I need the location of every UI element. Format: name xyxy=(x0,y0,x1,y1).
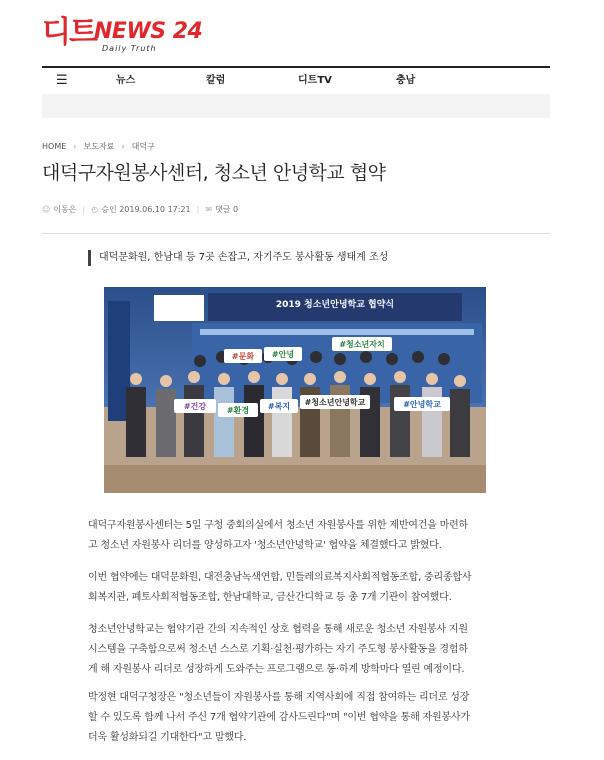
sub-nav-bar xyxy=(42,94,550,118)
sign-youth-school: #청소년안녕학교 xyxy=(304,398,366,407)
chevron-right-icon: › xyxy=(121,142,125,151)
comment-count[interactable]: 댓글 0 xyxy=(215,205,239,214)
nav-item-news[interactable]: 뉴스 xyxy=(116,75,136,86)
breadcrumb-home[interactable]: HOME xyxy=(42,142,67,151)
sign-environment: #환경 xyxy=(226,406,250,415)
approved-time: 승인 2019.06.10 17:21 xyxy=(101,205,191,214)
sign-culture: #문화 xyxy=(231,352,255,361)
main-nav xyxy=(42,66,550,95)
article-paragraph-4: 박정현 대덕구청장은 "청소년들이 자원봉사를 통해 지역사회에 직접 참여하는 리더로 성장 할 수 있도록 함께 나서 주신 7개 협약기관에 감사드린다"며 "이번 협약을 통해 자원봉사가 더욱 활성화되길 기대한다"고 말했다. xyxy=(88,692,470,743)
article-photo xyxy=(104,287,486,493)
article-paragraph-1: 대덕구자원봉사센터는 5일 구청 중회의실에서 청소년 자원봉사를 위한 제반여건을 마련하 고 청소년 자원봉사 리더를 양성하고자 '청소년안녕학교' 협약을 체결했다고 밝혔다. xyxy=(88,520,469,551)
hamburger-menu-icon[interactable]: ☰ xyxy=(56,73,68,88)
user-icon: ☺ xyxy=(42,205,51,214)
sign-annyeong: #안녕 xyxy=(271,350,295,359)
sign-youth-autonomy: #청소년자치 xyxy=(339,340,385,349)
article-paragraph-2: 이번 협약에는 대덕문화원, 대전충남녹색연합, 민들레의료복지사회적협동조합, 중리종합사 회복지관, 폐토사회적협동조합, 한남대학교, 금산간디학교 등 총 7개 기관이 참여했다. xyxy=(88,572,472,603)
breadcrumb xyxy=(42,141,155,153)
group-photo-illustration xyxy=(104,287,486,493)
author-name: 이동은 xyxy=(53,205,77,214)
article-subtitle: 대덕문화원, 한남대 등 7곳 손잡고, 자기주도 봉사활동 생태계 조성 xyxy=(88,250,388,266)
sign-welfare: #복지 xyxy=(267,402,291,411)
breadcrumb-daedeok[interactable]: 대덕구 xyxy=(131,142,155,151)
nav-item-chungnam[interactable]: 충남 xyxy=(396,75,416,86)
sign-health: #건강 xyxy=(183,402,207,411)
sign-annyeong-school: #안녕학교 xyxy=(403,400,441,409)
logo-tagline: Daily Truth xyxy=(102,44,157,53)
logo-wordmark: NEWS 24 xyxy=(94,19,203,44)
article-title: 대덕구자원봉사센터, 청소년 안녕학교 협약 xyxy=(42,162,386,184)
comment-icon: ✉ xyxy=(205,205,213,214)
nav-item-column[interactable]: 칼럼 xyxy=(206,75,226,86)
chevron-right-icon: › xyxy=(73,142,77,151)
article-paragraph-3: 청소년안녕학교는 협약기관 간의 지속적인 상호 협력을 통해 새로운 청소년 자원봉사 지원 시스템을 구축함으로써 청소년 스스로 기획·실천·평가하는 자기 주도형 봉사활동을 경험하 게 해 자원봉사 리더로 성장하게 도와주는 프로그램으로 동·하계 방학마다 열린 예정이다. xyxy=(88,624,468,675)
breadcrumb-press[interactable]: 보도자료 xyxy=(83,142,115,151)
clock-icon: ◴ xyxy=(91,205,99,214)
article-meta: ☺ 이동은 | ◴ 승인 2019.06.10 17:21 | ✉ 댓글 0 xyxy=(42,205,239,214)
logo-mark: 디트 xyxy=(42,15,96,50)
site-logo[interactable] xyxy=(42,14,242,56)
nav-item-ditv[interactable]: 디트TV xyxy=(298,75,332,86)
divider xyxy=(42,233,550,234)
banner-title: 2019 청소년안녕학교 협약식 xyxy=(275,300,395,310)
